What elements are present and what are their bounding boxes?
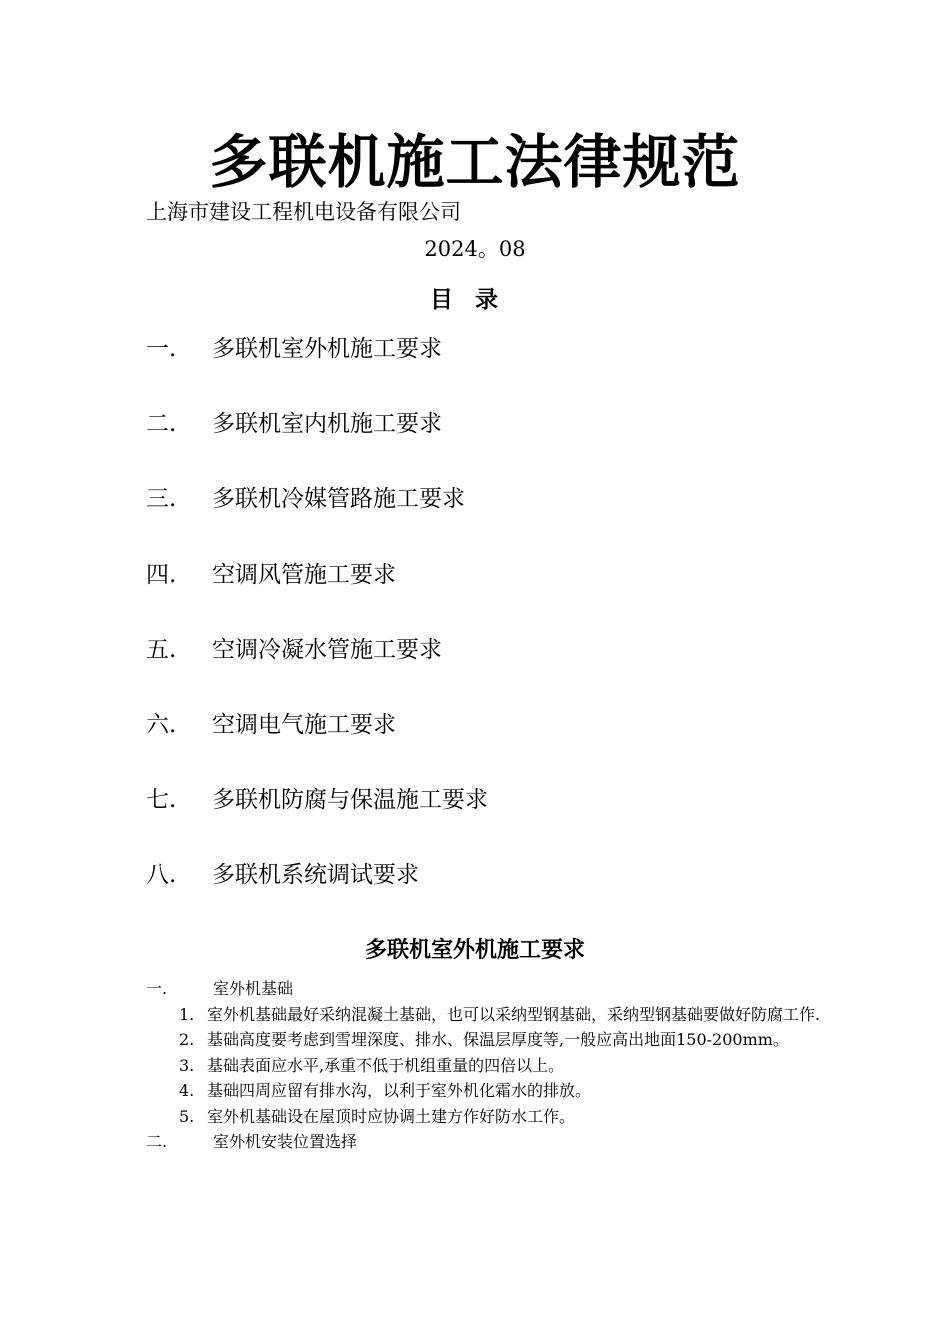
list-item-text: 室外机基础设在屋顶时应协调土建方作好防水工作。 [207, 1106, 576, 1126]
toc-item-number: 二. [146, 411, 177, 438]
toc-item-number: 一. [146, 336, 177, 362]
toc-heading: 目录 [430, 286, 520, 313]
toc-item-label: 空调冷凝水管施工要求 [212, 636, 442, 663]
list-item-text: 室外机基础最好采纳混凝土基础，也可以采纳型钢基础，采纳型钢基础要做好防腐工作. [207, 1004, 821, 1024]
list-item [146, 1027, 826, 1053]
toc-item-6[interactable] [146, 708, 846, 783]
toc-item-label: 多联机室外机施工要求 [212, 336, 442, 362]
document-title: 多联机施工法律规范 [209, 128, 741, 196]
list-item-number: 5. [179, 1106, 195, 1126]
toc-item-4[interactable] [146, 558, 846, 633]
toc-item-number: 七. [146, 787, 177, 814]
list-item-text: 基础表面应水平,承重不低于机组重量的四倍以上。 [207, 1055, 565, 1075]
toc-item-label: 多联机冷媒管路施工要求 [212, 486, 465, 513]
toc-item-number: 五. [146, 636, 177, 663]
company-name: 上海市建设工程机电设备有限公司 [146, 200, 461, 224]
list-item [146, 1002, 826, 1028]
toc-item-label: 多联机室内机施工要求 [212, 411, 442, 438]
subsection-heading [146, 1129, 826, 1155]
table-of-contents [146, 332, 846, 934]
toc-item-5[interactable] [146, 633, 846, 708]
toc-item-number: 四. [146, 561, 177, 588]
subsection-heading [146, 976, 826, 1002]
subsection-number: 二. [146, 1132, 168, 1151]
document-date: 2024。08 [424, 237, 526, 261]
list-item-number: 2. [179, 1030, 195, 1049]
toc-item-label: 多联机系统调试要求 [212, 862, 419, 889]
toc-item-label: 多联机防腐与保温施工要求 [212, 787, 488, 814]
toc-item-number: 八. [146, 862, 177, 889]
list-item-text: 基础高度要考虑到雪埋深度、排水、保温层厚度等,一般应高出地面150-200mm。 [207, 1030, 789, 1049]
subsection-number: 一. [146, 979, 168, 998]
toc-item-3[interactable] [146, 482, 846, 557]
list-item-text: 基础四周应留有排水沟，以利于室外机化霜水的排放。 [207, 1081, 592, 1100]
list-item [146, 1104, 826, 1130]
toc-item-label: 空调电气施工要求 [212, 711, 396, 738]
list-item-number: 4. [179, 1081, 195, 1100]
subsection-label: 室外机基础 [213, 979, 294, 998]
toc-item-7[interactable] [146, 783, 846, 858]
list-item-number: 3. [179, 1055, 195, 1075]
toc-item-1[interactable] [146, 332, 846, 407]
subsection-label: 室外机安装位置选择 [213, 1132, 358, 1151]
toc-item-number: 六. [146, 711, 177, 738]
list-item [146, 1078, 826, 1104]
section-title: 多联机室外机施工要求 [364, 937, 585, 963]
toc-item-8[interactable] [146, 858, 846, 933]
list-item [146, 1053, 826, 1079]
toc-item-2[interactable] [146, 407, 846, 482]
toc-item-label: 空调风管施工要求 [212, 561, 396, 588]
toc-item-number: 三. [146, 486, 177, 513]
list-item-number: 1. [179, 1004, 195, 1024]
section-body [146, 976, 826, 1155]
